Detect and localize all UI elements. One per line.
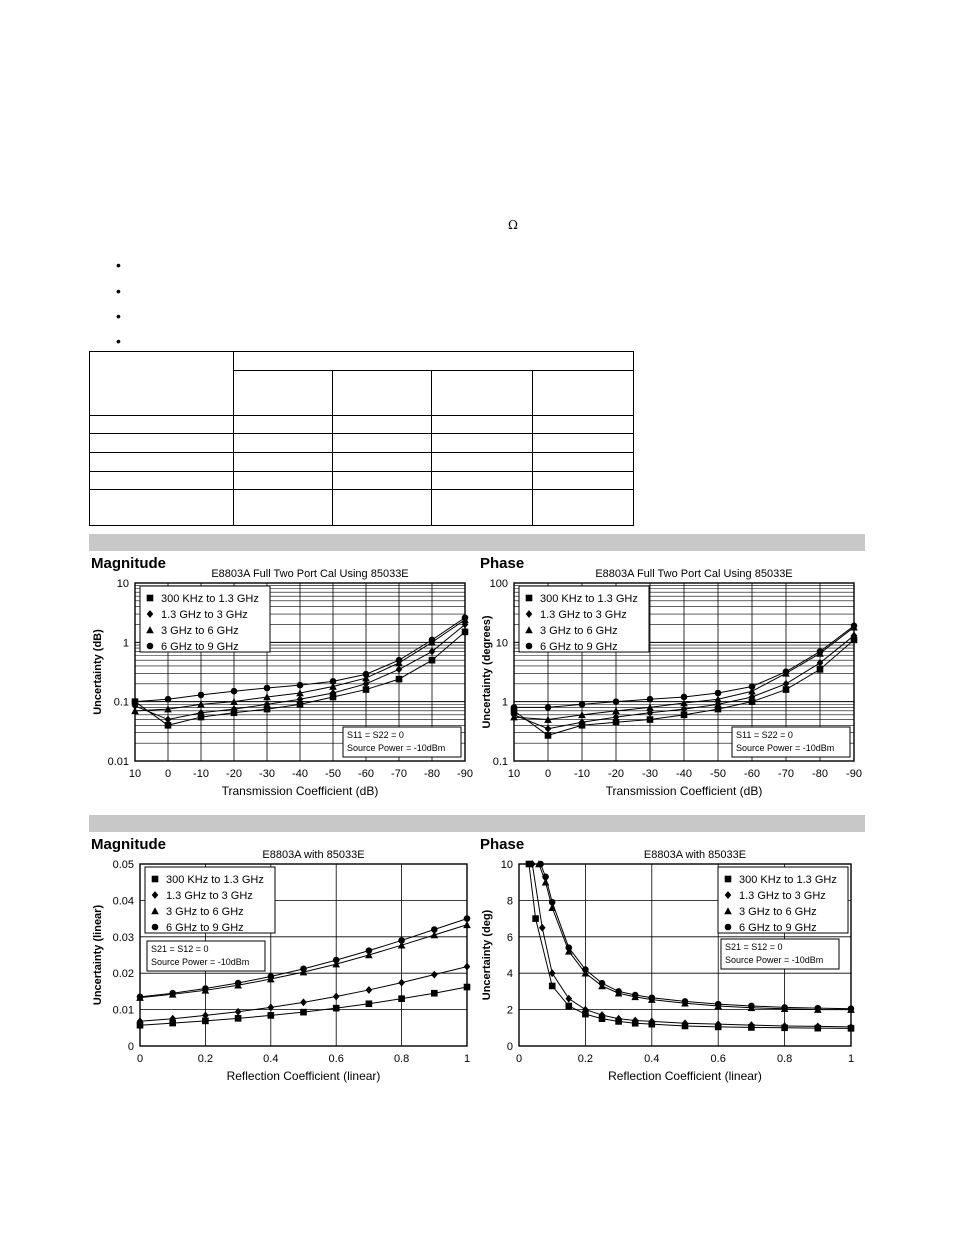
y-tick-label: 0.05 bbox=[112, 859, 134, 871]
data-point bbox=[366, 947, 373, 954]
x-tick-label: -50 bbox=[325, 768, 341, 780]
data-point bbox=[647, 716, 654, 723]
data-point bbox=[647, 696, 654, 703]
annotation-text: Source Power = -10dBm bbox=[736, 743, 835, 753]
spec-table-cell bbox=[90, 416, 234, 434]
annotation-text: Source Power = -10dBm bbox=[151, 957, 250, 967]
legend-label: 3 GHz to 6 GHz bbox=[161, 625, 239, 637]
chart-title: E8803A with 85033E bbox=[643, 849, 747, 861]
data-point bbox=[851, 622, 858, 629]
spec-table-cell bbox=[234, 371, 333, 416]
x-tick-label: 0.8 bbox=[393, 1053, 410, 1065]
data-point bbox=[462, 614, 469, 621]
x-tick-label: -20 bbox=[608, 768, 624, 780]
legend-marker bbox=[147, 595, 154, 602]
data-point bbox=[817, 666, 824, 673]
data-point bbox=[398, 979, 405, 987]
y-tick-label: 2 bbox=[506, 1004, 513, 1017]
data-point bbox=[333, 1005, 340, 1012]
legend-label: 300 KHz to 1.3 GHz bbox=[540, 593, 638, 605]
chart-transmission-magnitude bbox=[85, 550, 475, 810]
data-point bbox=[398, 995, 405, 1002]
legend-label: 3 GHz to 6 GHz bbox=[166, 906, 244, 918]
legend-label: 6 GHz to 9 GHz bbox=[739, 922, 817, 934]
y-tick-label: 0.1 bbox=[113, 696, 129, 709]
data-point bbox=[264, 685, 271, 692]
y-axis-label: Uncertainty (deg) bbox=[481, 909, 493, 1001]
data-point bbox=[549, 899, 556, 906]
x-tick-label: -40 bbox=[292, 768, 308, 780]
y-tick-label: 0.03 bbox=[112, 931, 134, 944]
chart-heading: Magnitude bbox=[91, 555, 166, 572]
data-point bbox=[333, 993, 340, 1001]
data-point bbox=[848, 1005, 855, 1012]
y-tick-label: 6 bbox=[506, 931, 513, 944]
section-band-reflection bbox=[89, 815, 865, 832]
y-axis-label: Uncertainty (dB) bbox=[92, 629, 104, 715]
data-point bbox=[781, 1004, 788, 1011]
data-point bbox=[463, 921, 471, 928]
legend-marker bbox=[725, 924, 732, 931]
spec-table-cell bbox=[432, 453, 533, 472]
legend-label: 300 KHz to 1.3 GHz bbox=[166, 874, 264, 886]
data-point bbox=[749, 683, 756, 690]
data-point bbox=[169, 990, 176, 997]
spec-table-cell bbox=[90, 434, 234, 453]
spec-table-cell bbox=[533, 453, 634, 472]
spec-table-cell bbox=[533, 416, 634, 434]
y-tick-label: 0 bbox=[127, 1041, 134, 1053]
spec-table-cell bbox=[234, 472, 333, 490]
data-point bbox=[235, 1008, 242, 1016]
data-point bbox=[545, 725, 552, 733]
spec-table bbox=[89, 351, 634, 526]
x-tick-label: -70 bbox=[391, 768, 407, 780]
y-tick-label: 0.04 bbox=[112, 895, 134, 908]
spec-table-cell bbox=[432, 434, 533, 453]
data-point bbox=[549, 983, 556, 990]
data-point bbox=[300, 1009, 307, 1016]
x-axis-label: Reflection Coefficient (linear) bbox=[608, 1069, 762, 1083]
spec-table-cell bbox=[234, 490, 333, 526]
x-tick-label: 0 bbox=[544, 768, 552, 780]
data-point bbox=[198, 692, 205, 699]
y-tick-label: 0 bbox=[506, 1041, 513, 1053]
data-point bbox=[715, 1001, 722, 1008]
data-point bbox=[363, 671, 370, 678]
y-tick-label: 0.02 bbox=[112, 968, 134, 981]
chart-heading: Magnitude bbox=[91, 836, 166, 853]
data-point bbox=[366, 986, 373, 994]
chart-heading: Phase bbox=[480, 555, 525, 572]
y-tick-label: 100 bbox=[489, 578, 508, 590]
data-point bbox=[579, 701, 586, 708]
data-point bbox=[748, 1003, 755, 1010]
spec-table-cell bbox=[234, 453, 333, 472]
chart-title: E8803A Full Two Port Cal Using 85033E bbox=[595, 568, 793, 580]
bullet-3: • bbox=[116, 308, 121, 324]
data-point bbox=[632, 992, 639, 999]
annotation-text: Source Power = -10dBm bbox=[725, 955, 824, 965]
y-tick-label: 0.01 bbox=[107, 756, 129, 768]
y-tick-label: 1 bbox=[501, 696, 508, 709]
data-point bbox=[235, 1015, 242, 1022]
data-point bbox=[682, 998, 689, 1005]
spec-table-cell bbox=[90, 472, 234, 490]
data-point bbox=[300, 966, 307, 973]
x-tick-label: -80 bbox=[424, 768, 440, 780]
x-tick-label: -50 bbox=[710, 768, 726, 780]
data-point bbox=[268, 973, 275, 980]
x-tick-label: -60 bbox=[744, 768, 760, 780]
chart-transmission-phase bbox=[474, 550, 864, 810]
spec-table-cell bbox=[234, 416, 333, 434]
x-tick-label: -30 bbox=[259, 768, 275, 780]
data-point bbox=[132, 698, 139, 705]
x-tick-label: 0.2 bbox=[197, 1053, 214, 1065]
data-point bbox=[429, 648, 436, 656]
data-point bbox=[511, 704, 518, 711]
chart-heading: Phase bbox=[480, 836, 525, 853]
x-tick-label: 0.2 bbox=[577, 1053, 594, 1065]
spec-table-cell bbox=[333, 416, 432, 434]
y-axis-label: Uncertainty (linear) bbox=[92, 904, 104, 1006]
spec-table-cell bbox=[533, 434, 634, 453]
data-point bbox=[545, 732, 552, 739]
y-tick-label: 10 bbox=[116, 578, 129, 590]
spec-table-cell bbox=[333, 371, 432, 416]
spec-table-cell bbox=[333, 490, 432, 526]
data-point bbox=[268, 1004, 275, 1012]
x-tick-label: -20 bbox=[226, 768, 242, 780]
annotation-text: S21 = S12 = 0 bbox=[725, 942, 783, 952]
bullet-4: • bbox=[116, 333, 121, 349]
spec-table-cell bbox=[333, 453, 432, 472]
legend-marker bbox=[152, 876, 159, 883]
spec-table-cell bbox=[432, 416, 533, 434]
data-point bbox=[396, 676, 403, 683]
x-tick-label: -10 bbox=[193, 768, 209, 780]
x-tick-label: -40 bbox=[676, 768, 692, 780]
x-tick-label: 0.4 bbox=[263, 1053, 279, 1065]
annotation-text: Source Power = -10dBm bbox=[347, 743, 446, 753]
data-point bbox=[615, 988, 622, 995]
legend-marker bbox=[526, 595, 533, 602]
data-point bbox=[429, 637, 436, 644]
data-point bbox=[431, 926, 438, 933]
legend-marker bbox=[152, 924, 159, 931]
data-point bbox=[582, 966, 589, 973]
y-tick-label: 10 bbox=[495, 637, 508, 650]
x-tick-label: -10 bbox=[574, 768, 590, 780]
data-point bbox=[398, 937, 405, 944]
data-point bbox=[815, 1005, 822, 1012]
y-tick-label: 8 bbox=[506, 895, 513, 908]
legend-label: 1.3 GHz to 3 GHz bbox=[739, 890, 826, 902]
x-axis-label: Transmission Coefficient (dB) bbox=[605, 784, 763, 798]
y-tick-label: 0.01 bbox=[112, 1004, 134, 1017]
y-tick-label: 0.1 bbox=[492, 756, 508, 768]
chart-title: E8803A with 85033E bbox=[262, 849, 365, 861]
legend-label: 3 GHz to 6 GHz bbox=[739, 906, 817, 918]
legend-marker bbox=[526, 643, 533, 650]
legend-marker bbox=[725, 876, 732, 883]
data-point bbox=[396, 657, 403, 664]
bullet-1: • bbox=[116, 257, 121, 273]
annotation-text: S11 = S22 = 0 bbox=[347, 730, 404, 740]
legend-label: 300 KHz to 1.3 GHz bbox=[161, 593, 259, 605]
x-tick-label: 0.4 bbox=[644, 1053, 660, 1065]
x-tick-label: 0.6 bbox=[710, 1053, 726, 1065]
spec-table-cell bbox=[533, 472, 634, 490]
spec-table-cell bbox=[533, 490, 634, 526]
y-tick-label: 1 bbox=[122, 637, 129, 650]
spec-table-cell bbox=[90, 352, 234, 416]
data-point bbox=[537, 861, 544, 868]
spec-table-cell bbox=[90, 453, 234, 472]
data-point bbox=[783, 668, 790, 675]
data-point bbox=[817, 648, 824, 655]
spec-table-cell bbox=[533, 371, 634, 416]
data-point bbox=[333, 957, 340, 964]
data-point bbox=[366, 1000, 373, 1007]
x-tick-label: 1 bbox=[463, 1053, 471, 1065]
data-point bbox=[297, 682, 304, 689]
legend-label: 3 GHz to 6 GHz bbox=[540, 625, 618, 637]
spec-table-cell bbox=[234, 352, 634, 371]
annotation-text: S11 = S22 = 0 bbox=[736, 730, 793, 740]
x-tick-label: -60 bbox=[358, 768, 374, 780]
x-tick-label: 0 bbox=[515, 1053, 523, 1065]
data-point bbox=[542, 873, 549, 880]
data-point bbox=[268, 1012, 275, 1019]
data-point bbox=[715, 690, 722, 697]
data-point bbox=[566, 944, 573, 951]
data-point bbox=[599, 980, 606, 987]
spec-table-cell bbox=[90, 490, 234, 526]
data-point bbox=[545, 704, 552, 711]
legend-label: 1.3 GHz to 3 GHz bbox=[161, 609, 248, 621]
data-point bbox=[235, 980, 242, 987]
x-tick-label: -30 bbox=[642, 768, 658, 780]
y-axis-label: Uncertainty (degrees) bbox=[481, 615, 493, 729]
data-point bbox=[429, 657, 436, 664]
legend-label: 6 GHz to 9 GHz bbox=[540, 641, 618, 653]
data-point bbox=[613, 698, 620, 705]
spec-table-cell bbox=[333, 472, 432, 490]
legend-label: 6 GHz to 9 GHz bbox=[166, 922, 244, 934]
data-point bbox=[431, 971, 438, 979]
spec-table-cell bbox=[432, 472, 533, 490]
data-point bbox=[431, 990, 438, 997]
y-tick-label: 4 bbox=[506, 968, 513, 981]
legend-label: 300 KHz to 1.3 GHz bbox=[739, 874, 837, 886]
x-axis-label: Transmission Coefficient (dB) bbox=[221, 784, 379, 798]
data-point bbox=[464, 984, 471, 991]
legend-marker bbox=[147, 643, 154, 650]
omega-symbol: Ω bbox=[508, 218, 518, 232]
x-tick-label: -90 bbox=[846, 768, 862, 780]
data-point bbox=[202, 985, 209, 992]
x-tick-label: 0 bbox=[164, 768, 172, 780]
data-point bbox=[649, 994, 656, 1001]
spec-table-cell bbox=[234, 434, 333, 453]
spec-table-cell bbox=[432, 371, 533, 416]
y-tick-label: 10 bbox=[500, 859, 513, 871]
data-point bbox=[231, 688, 238, 695]
data-point bbox=[137, 994, 144, 1001]
spec-table-cell bbox=[333, 434, 432, 453]
x-tick-label: 10 bbox=[507, 768, 521, 780]
x-tick-label: 10 bbox=[128, 768, 142, 780]
legend-label: 1.3 GHz to 3 GHz bbox=[540, 609, 627, 621]
x-tick-label: -70 bbox=[778, 768, 794, 780]
chart-title: E8803A Full Two Port Cal Using 85033E bbox=[211, 568, 409, 580]
data-point bbox=[566, 1003, 573, 1010]
data-point bbox=[464, 915, 471, 922]
data-point bbox=[462, 629, 469, 636]
annotation-text: S21 = S12 = 0 bbox=[151, 944, 209, 954]
data-point bbox=[532, 915, 539, 922]
legend-label: 6 GHz to 9 GHz bbox=[161, 641, 239, 653]
x-axis-label: Reflection Coefficient (linear) bbox=[226, 1069, 381, 1083]
data-point bbox=[300, 998, 307, 1006]
bullet-2: • bbox=[116, 283, 121, 299]
data-point bbox=[165, 696, 172, 703]
x-tick-label: 0 bbox=[136, 1053, 144, 1065]
x-tick-label: 0.8 bbox=[776, 1053, 793, 1065]
chart-reflection-phase bbox=[474, 831, 864, 1091]
section-band-transmission bbox=[89, 534, 865, 551]
x-tick-label: -90 bbox=[457, 768, 473, 780]
x-tick-label: 0.6 bbox=[328, 1053, 344, 1065]
data-point bbox=[539, 924, 546, 932]
data-point bbox=[681, 694, 688, 701]
x-tick-label: 1 bbox=[847, 1053, 855, 1065]
data-point bbox=[330, 678, 337, 685]
x-tick-label: -80 bbox=[812, 768, 828, 780]
spec-table-cell bbox=[432, 490, 533, 526]
chart-reflection-magnitude bbox=[85, 831, 475, 1091]
data-point bbox=[396, 665, 403, 673]
legend-label: 1.3 GHz to 3 GHz bbox=[166, 890, 253, 902]
data-point bbox=[464, 963, 471, 971]
